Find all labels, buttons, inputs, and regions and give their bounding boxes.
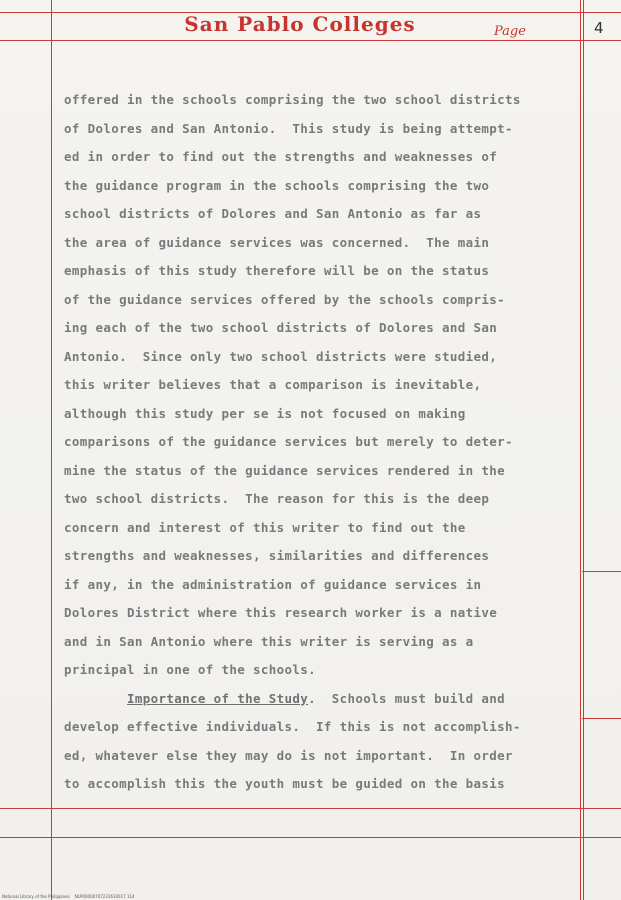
section-heading-line bbox=[64, 685, 584, 714]
text-line: of the guidance services offered by the schools compris- bbox=[64, 291, 506, 307]
text-line: this writer believes that a comparison is inevitable, bbox=[64, 377, 482, 392]
text-line: to accomplish this the youth must be guided on the basis bbox=[64, 776, 506, 791]
header-rule-bottom bbox=[0, 40, 621, 41]
text-line: Dolores District where this research worker is a native bbox=[64, 605, 498, 620]
text-line: two school districts. The reason for this is the deep bbox=[64, 491, 490, 506]
archive-footer: National Library of the Philippines NLP00000707231610017 114 bbox=[2, 894, 135, 899]
text-line: Antonio. Since only two school districts were studied, bbox=[64, 348, 498, 364]
body-text bbox=[64, 86, 584, 799]
text-line: concern and interest of this writer to find out the bbox=[64, 519, 466, 535]
heading-line-rest: . Schools must build and bbox=[308, 690, 506, 706]
text-line: the guidance program in the schools comprising the two bbox=[64, 177, 490, 193]
college-name: San Pablo Colleges bbox=[184, 12, 416, 36]
text-line: develop effective individuals. If this is not accomplish- bbox=[64, 719, 521, 734]
text-line: the area of guidance services was concerned. The main bbox=[64, 234, 490, 250]
footer-rule-bottom bbox=[0, 837, 621, 838]
text-line: strengths and weaknesses, similarities and differences bbox=[64, 548, 490, 563]
text-line: and in San Antonio where this writer is serving as a bbox=[64, 633, 474, 649]
section-heading: Importance of the Study bbox=[127, 690, 309, 706]
text-line: ed, whatever else they may do is not important. In order bbox=[64, 747, 513, 763]
text-line: if any, in the administration of guidance services in bbox=[64, 576, 482, 592]
margin-tick-right-1 bbox=[582, 571, 621, 572]
text-line: of Dolores and San Antonio. This study is being attempt- bbox=[64, 120, 513, 136]
page-number: 4 bbox=[594, 19, 604, 37]
page-label: Page bbox=[494, 24, 526, 39]
text-line: although this study per se is not focused on making bbox=[64, 405, 466, 421]
text-line: principal in one of the schools. bbox=[64, 662, 317, 677]
text-line: mine the status of the guidance services rendered in the bbox=[64, 462, 506, 478]
left-margin-rule bbox=[51, 0, 52, 900]
heading-indent bbox=[64, 691, 127, 706]
text-line: ed in order to find out the strengths and weaknesses of bbox=[64, 149, 498, 164]
text-line: comparisons of the guidance services but merely to deter- bbox=[64, 434, 513, 449]
footer-rule-top bbox=[0, 808, 621, 809]
margin-tick-right-2 bbox=[582, 718, 621, 719]
text-line: offered in the schools comprising the two school districts bbox=[64, 92, 521, 107]
text-line: emphasis of this study therefore will be on the status bbox=[64, 263, 490, 278]
text-line: school districts of Dolores and San Antonio as far as bbox=[64, 206, 482, 221]
text-line: ing each of the two school districts of Dolores and San bbox=[64, 320, 498, 335]
